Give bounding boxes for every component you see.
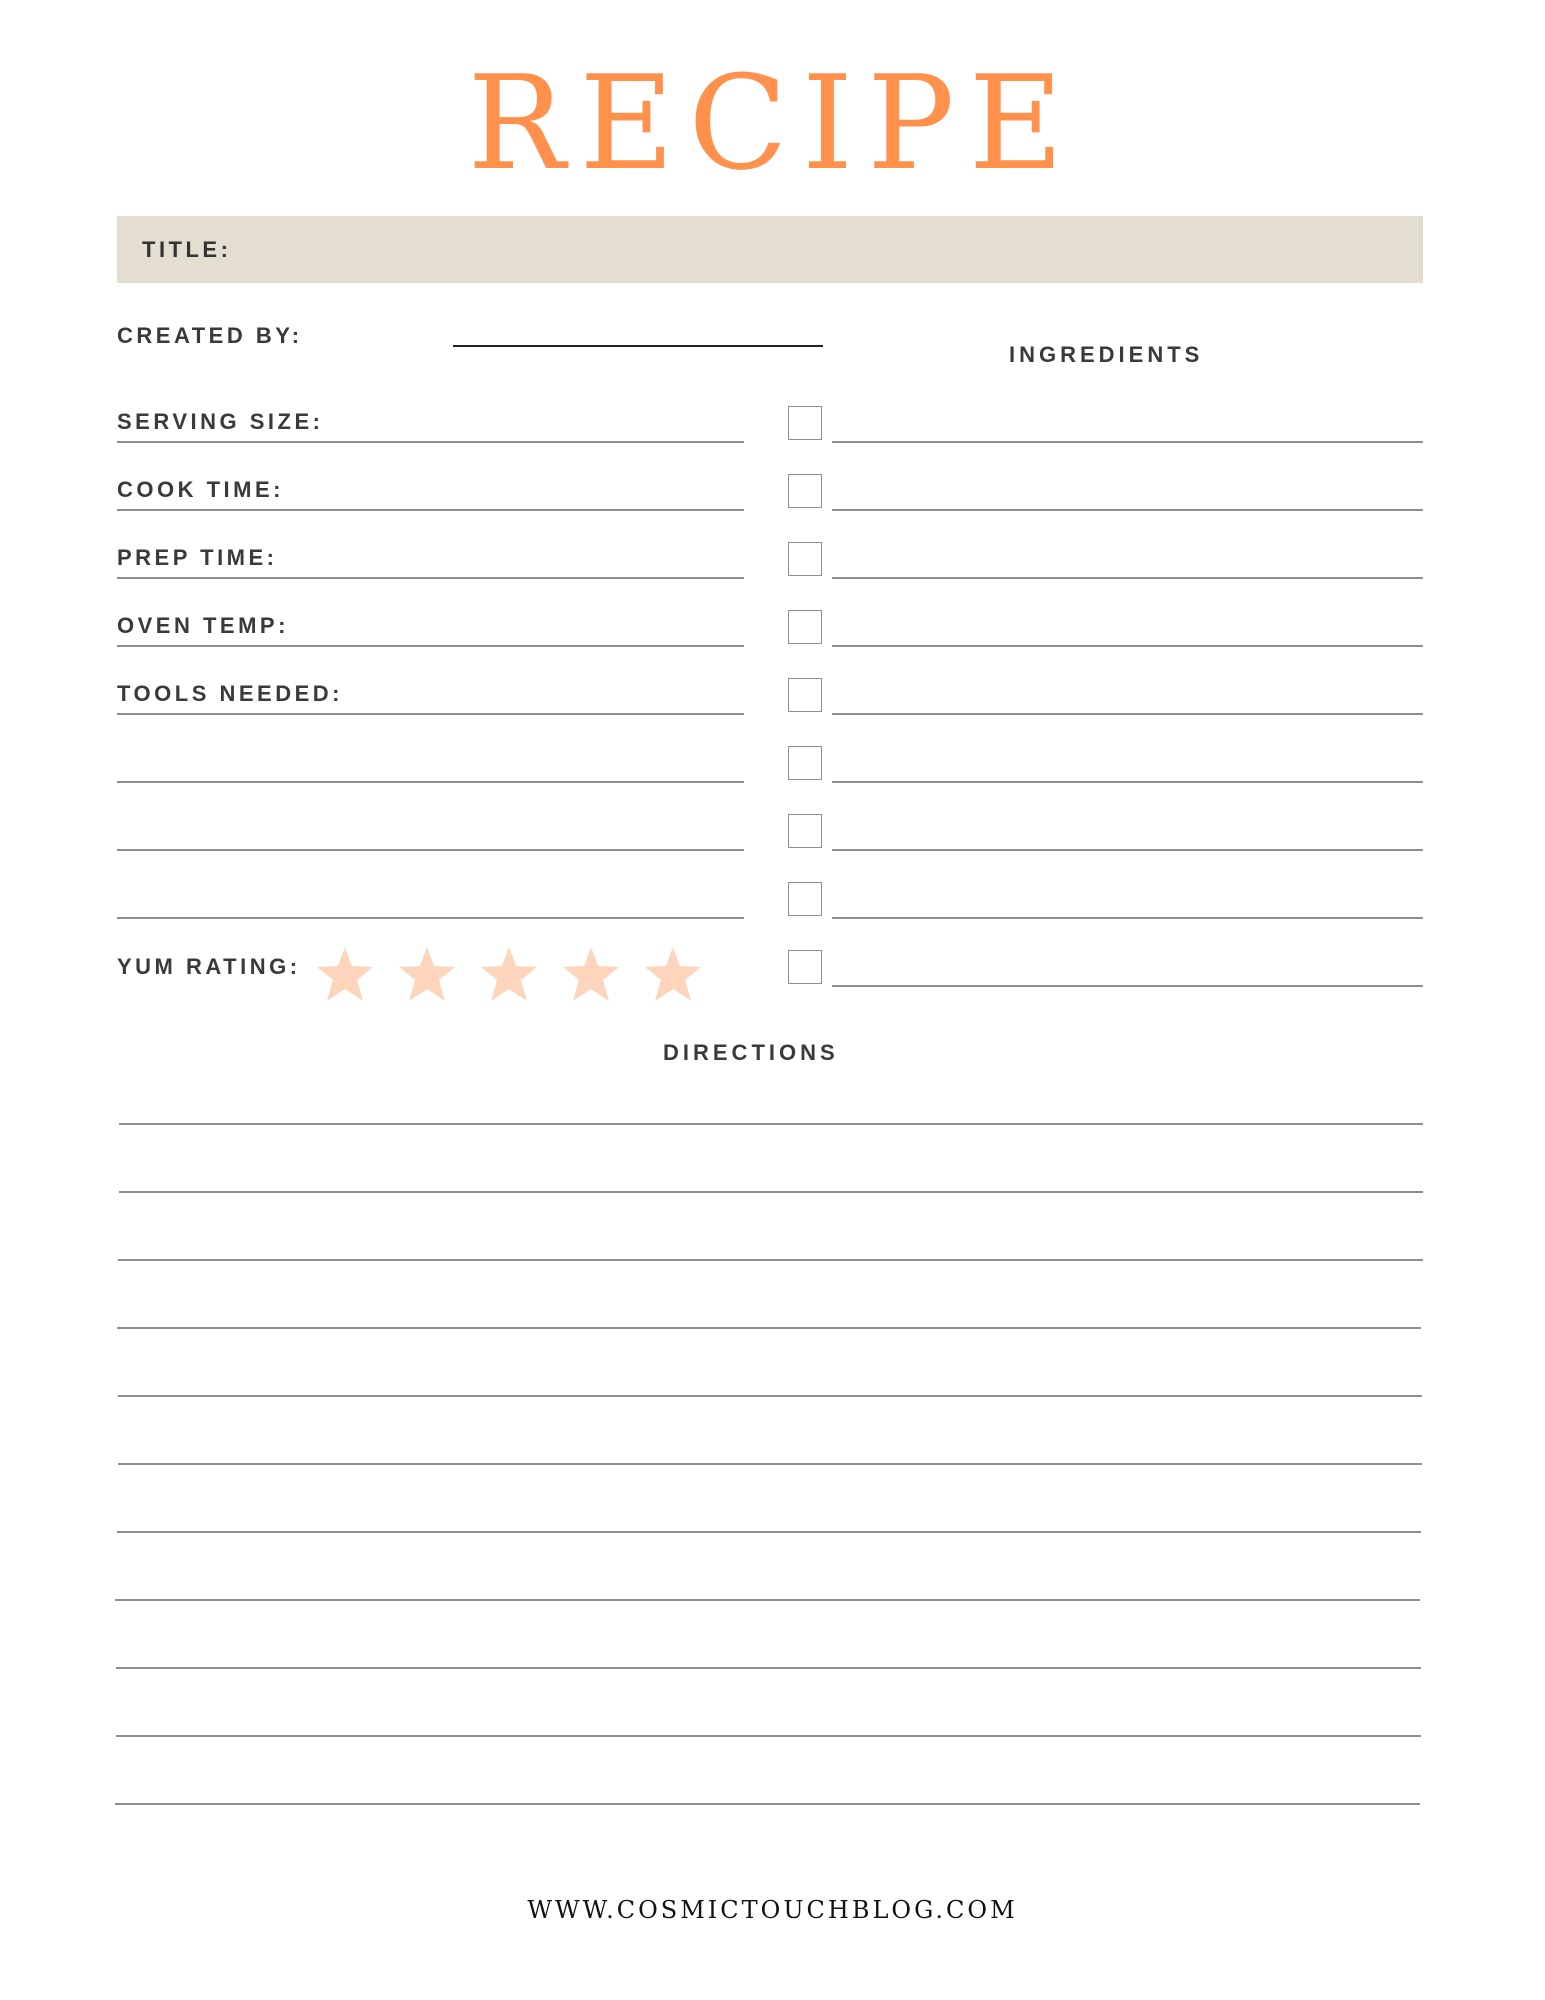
directions-line[interactable] bbox=[115, 1803, 1420, 1805]
ingredient-checkbox[interactable] bbox=[788, 678, 822, 712]
tools-needed-line[interactable] bbox=[117, 917, 744, 919]
tools-needed-line[interactable] bbox=[117, 781, 744, 783]
serving-size-label: SERVING SIZE: bbox=[117, 409, 324, 434]
tools-needed-field[interactable] bbox=[117, 713, 744, 715]
star-icon[interactable] bbox=[315, 945, 375, 1005]
cook-time-label: COOK TIME: bbox=[117, 477, 284, 502]
directions-line[interactable] bbox=[117, 1327, 1421, 1329]
ingredient-checkbox[interactable] bbox=[788, 882, 822, 916]
ingredient-line[interactable] bbox=[832, 577, 1423, 579]
ingredient-line[interactable] bbox=[832, 645, 1423, 647]
prep-time-field[interactable] bbox=[117, 577, 744, 579]
star-icon[interactable] bbox=[479, 945, 539, 1005]
directions-line[interactable] bbox=[119, 1191, 1423, 1193]
yum-rating-label: YUM RATING: bbox=[117, 954, 301, 979]
ingredient-line[interactable] bbox=[832, 713, 1423, 715]
directions-line[interactable] bbox=[116, 1667, 1421, 1669]
directions-line[interactable] bbox=[117, 1531, 1421, 1533]
ingredient-checkbox[interactable] bbox=[788, 610, 822, 644]
ingredient-line[interactable] bbox=[832, 849, 1423, 851]
title-label: TITLE: bbox=[142, 237, 232, 262]
directions-line[interactable] bbox=[115, 1599, 1420, 1601]
serving-size-field[interactable] bbox=[117, 441, 744, 443]
ingredient-checkbox[interactable] bbox=[788, 474, 822, 508]
star-icon[interactable] bbox=[643, 945, 703, 1005]
ingredient-line[interactable] bbox=[832, 441, 1423, 443]
page-title: RECIPE bbox=[467, 47, 1078, 199]
oven-temp-label: OVEN TEMP: bbox=[117, 613, 289, 638]
created-by-field[interactable] bbox=[453, 345, 823, 347]
ingredients-heading: INGREDIENTS bbox=[1009, 342, 1204, 367]
ingredient-checkbox[interactable] bbox=[788, 542, 822, 576]
prep-time-label: PREP TIME: bbox=[117, 545, 278, 570]
footer-url: WWW.COSMICTOUCHBLOG.COM bbox=[527, 1896, 1018, 1924]
directions-line[interactable] bbox=[118, 1395, 1422, 1397]
star-icon[interactable] bbox=[397, 945, 457, 1005]
ingredient-line[interactable] bbox=[832, 509, 1423, 511]
tools-needed-line[interactable] bbox=[117, 849, 744, 851]
ingredient-line[interactable] bbox=[832, 781, 1423, 783]
title-bar[interactable] bbox=[117, 216, 1423, 283]
created-by-label: CREATED BY: bbox=[117, 323, 303, 348]
ingredient-line[interactable] bbox=[832, 985, 1423, 987]
directions-line[interactable] bbox=[116, 1735, 1421, 1737]
ingredient-checkbox[interactable] bbox=[788, 746, 822, 780]
ingredient-line[interactable] bbox=[832, 917, 1423, 919]
ingredient-checkbox[interactable] bbox=[788, 406, 822, 440]
directions-line[interactable] bbox=[118, 1259, 1423, 1261]
cook-time-field[interactable] bbox=[117, 509, 744, 511]
star-icon[interactable] bbox=[561, 945, 621, 1005]
directions-heading: DIRECTIONS bbox=[663, 1040, 839, 1065]
ingredient-checkbox[interactable] bbox=[788, 950, 822, 984]
directions-line[interactable] bbox=[118, 1463, 1422, 1465]
directions-line[interactable] bbox=[119, 1123, 1423, 1125]
oven-temp-field[interactable] bbox=[117, 645, 744, 647]
ingredient-checkbox[interactable] bbox=[788, 814, 822, 848]
tools-needed-label: TOOLS NEEDED: bbox=[117, 681, 344, 706]
